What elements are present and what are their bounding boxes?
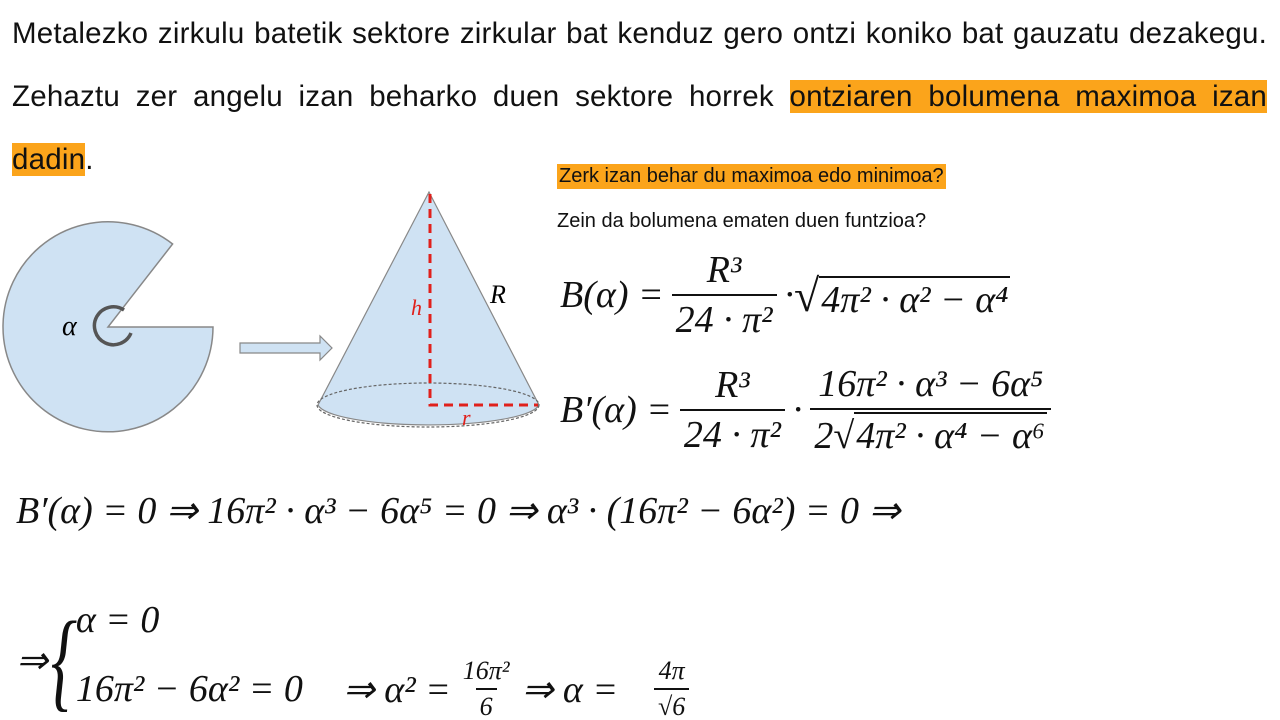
denominator: √6: [654, 688, 689, 720]
dot: ·: [784, 274, 795, 316]
sector-to-cone-diagram: [0, 180, 560, 440]
implies-arrow: ⇒: [16, 639, 48, 682]
case-2-row: [76, 656, 697, 720]
radicand: 4π² · α² − α⁴: [819, 276, 1010, 322]
denominator: 24 · π²: [680, 409, 785, 457]
fraction: [680, 363, 785, 457]
question-volume-function: Zein da bolumena ematen duen funtzioa?: [557, 210, 927, 232]
question-max-min: Zerk izan behar du maximoa edo minimoa?: [559, 165, 944, 187]
numerator: 4π: [658, 656, 685, 685]
alpha-squared: ⇒ α² =: [342, 668, 451, 711]
numerator: R³: [715, 364, 750, 406]
denominator: [810, 408, 1051, 458]
statement-text: Metalezko zirkulu batetik sektore zirkular bat kenduz gero ontzi koniko bat gauzatu dezakegu. Zehaztu zer angelu izan beharko duen sektore horrek: [12, 17, 1267, 113]
statement-end: .: [85, 143, 94, 176]
statement-highlight: ontziaren bolumena maximoa izan dadin: [12, 80, 1267, 176]
fraction: [810, 362, 1051, 458]
denominator: 24 · π²: [672, 294, 777, 342]
denominator: 6: [476, 688, 497, 720]
formula-lhs: B(α) =: [560, 274, 664, 316]
numerator: 16π²: [462, 656, 510, 685]
circular-sector: [3, 222, 213, 432]
numerator: 16π² · α³ − 6α⁵: [818, 363, 1044, 405]
fraction: [654, 656, 689, 720]
fraction: [459, 656, 514, 720]
radius-label: r: [462, 405, 471, 430]
dot: ·: [792, 389, 803, 431]
problem-statement: [12, 2, 1267, 191]
height-label: h: [411, 295, 422, 320]
square-root: √ 4π² · α⁴ − α⁶: [833, 412, 1047, 458]
alpha-result: ⇒ α =: [521, 668, 618, 711]
numerator: R³: [706, 249, 742, 291]
alpha-label: α: [62, 311, 77, 342]
solution-cases: [16, 598, 697, 720]
coefficient: 2: [814, 415, 834, 457]
left-brace: {: [50, 599, 78, 720]
case-2: 16π² − 6α² = 0: [75, 668, 303, 710]
formula-lhs: B′(α) =: [560, 389, 672, 431]
volume-formula: [560, 248, 1010, 342]
arrow-icon: [240, 336, 332, 360]
derivative-formula: [560, 362, 1059, 458]
cases: [76, 598, 697, 720]
case-1: α = 0: [75, 599, 160, 641]
slant-label: R: [490, 280, 506, 309]
radicand: 4π² · α⁴ − α⁶: [854, 412, 1047, 458]
square-root: √ 4π² · α² − α⁴: [794, 269, 1009, 321]
derivative-zero-equation: B′(α) = 0 ⇒ 16π² · α³ − 6α⁵ = 0 ⇒ α³ · (16π² − 6α²) = 0 ⇒: [16, 490, 901, 532]
fraction: [672, 248, 777, 342]
